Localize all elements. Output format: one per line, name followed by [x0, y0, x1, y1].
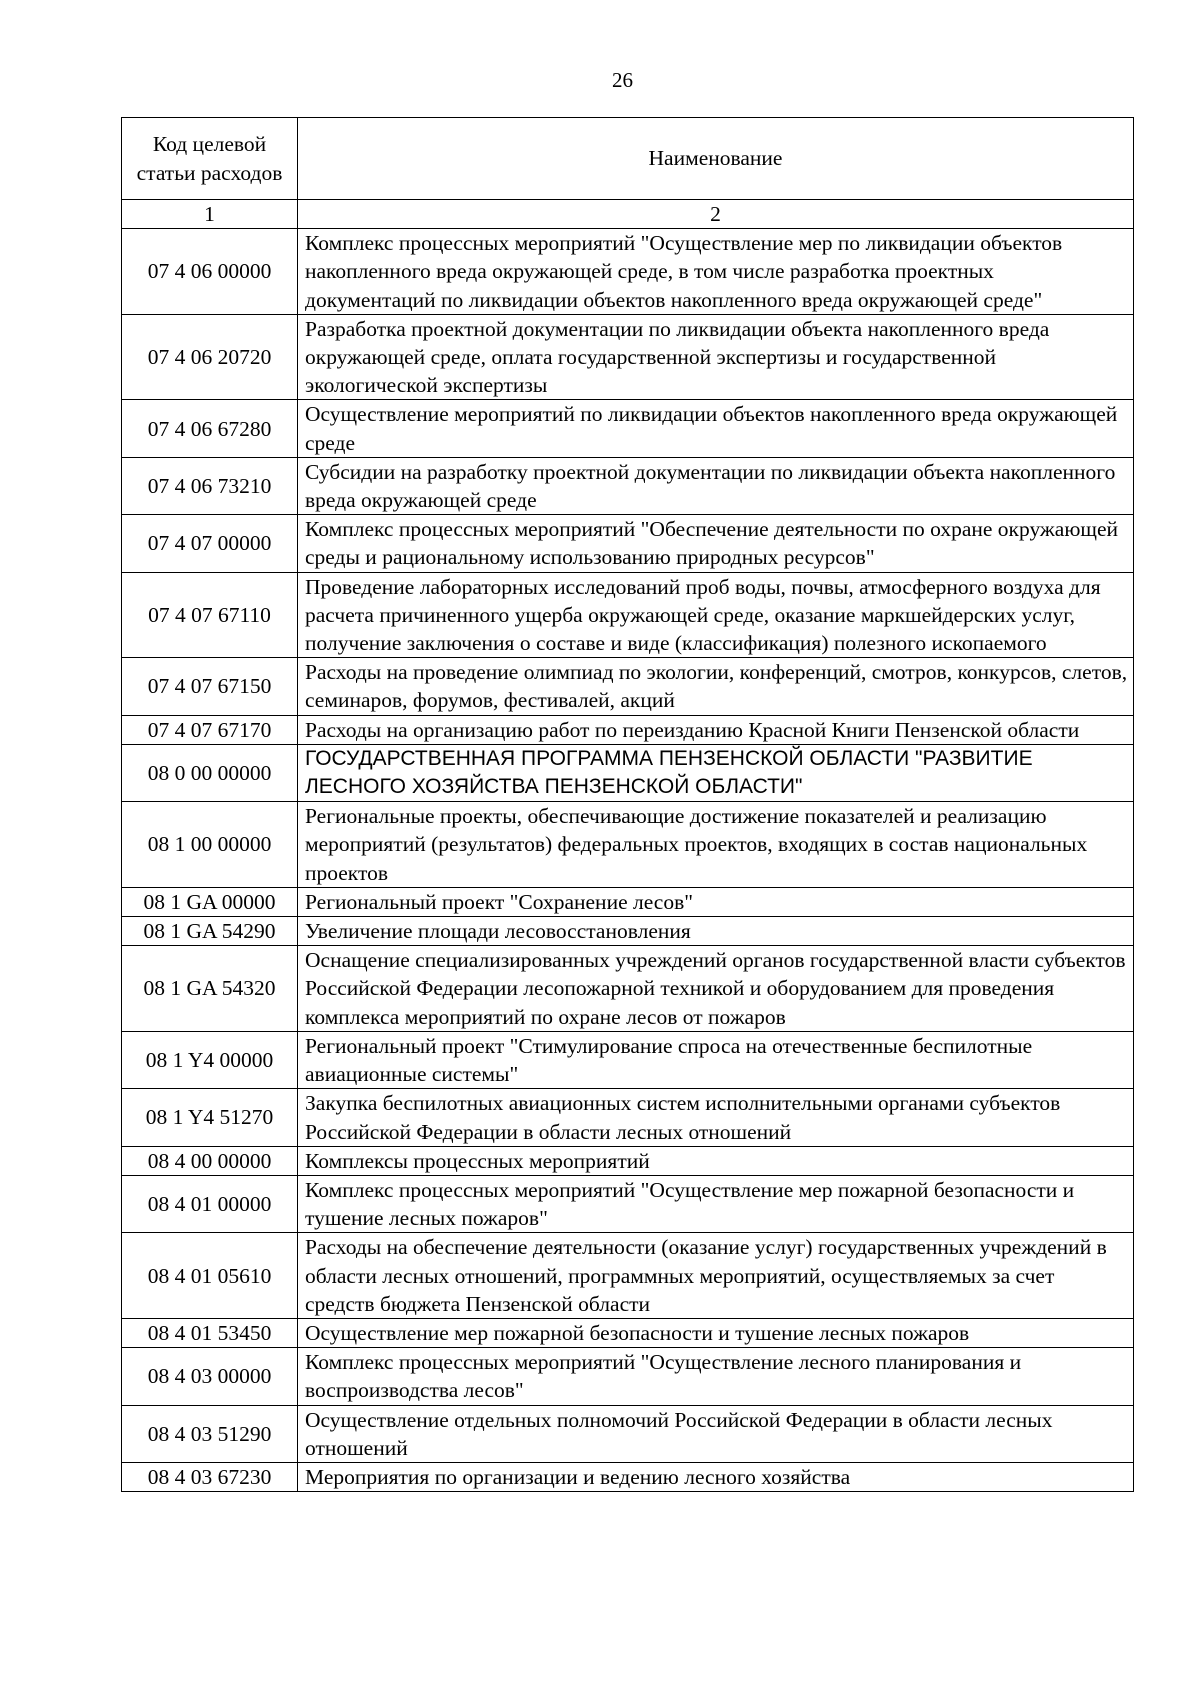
- row-code: 08 4 00 00000: [122, 1146, 298, 1175]
- row-code: 07 4 06 73210: [122, 457, 298, 514]
- table-row: [122, 946, 1134, 1032]
- row-name: Проведение лабораторных исследований проб воды, почвы, атмосферного воздуха для расчета причиненного ущерба окружающей среде, оказание маркшейдерских услуг, получение заключения о составе и виде (классификация) полезного ископаемого: [298, 572, 1134, 658]
- row-code: 07 4 06 00000: [122, 229, 298, 315]
- row-code: 07 4 07 00000: [122, 515, 298, 572]
- row-code: 08 1 Y4 51270: [122, 1089, 298, 1146]
- row-name: Региональный проект "Сохранение лесов": [298, 887, 1134, 916]
- row-name: Комплекс процессных мероприятий "Осуществление мер по ликвидации объектов накопленного вреда окружающей среде, в том числе разработка проектных документаций по ликвидации объектов накопленного вреда окружающей среде": [298, 229, 1134, 315]
- header-code: Код целевой статьи расходов: [122, 118, 298, 200]
- table-row: [122, 457, 1134, 514]
- row-code: 08 4 03 67230: [122, 1462, 298, 1491]
- table-row: [122, 572, 1134, 658]
- table-row: [122, 658, 1134, 715]
- row-code: 07 4 07 67170: [122, 715, 298, 744]
- table-row: [122, 1031, 1134, 1088]
- row-code: 08 4 03 00000: [122, 1348, 298, 1405]
- row-code: 08 1 GA 00000: [122, 887, 298, 916]
- page-number: 26: [612, 68, 633, 92]
- row-code: 07 4 07 67150: [122, 658, 298, 715]
- column-number-2: 2: [298, 200, 1134, 229]
- row-name: ГОСУДАРСТВЕННАЯ ПРОГРАММА ПЕНЗЕНСКОЙ ОБЛАСТИ "РАЗВИТИЕ ЛЕСНОГО ХОЗЯЙСТВА ПЕНЗЕНСКОЙ ОБЛАСТИ": [298, 744, 1134, 801]
- table-row: [122, 1175, 1134, 1232]
- row-code: 08 4 03 51290: [122, 1405, 298, 1462]
- row-name: Разработка проектной документации по ликвидации объекта накопленного вреда окружающей среде, оплата государственной экспертизы и государственной экологической экспертизы: [298, 314, 1134, 400]
- row-name: Расходы на проведение олимпиад по экологии, конференций, смотров, конкурсов, слетов, семинаров, форумов, фестивалей, акций: [298, 658, 1134, 715]
- table-row: [122, 744, 1134, 801]
- row-code: 07 4 06 67280: [122, 400, 298, 457]
- table-row: [122, 229, 1134, 315]
- row-name: Осуществление мероприятий по ликвидации объектов накопленного вреда окружающей среде: [298, 400, 1134, 457]
- header-name: Наименование: [298, 118, 1134, 200]
- row-name: Расходы на обеспечение деятельности (оказание услуг) государственных учреждений в области лесных отношений, программных мероприятий, осуществляемых за счет средств бюджета Пензенской области: [298, 1233, 1134, 1319]
- table-row: [122, 400, 1134, 457]
- row-name: Мероприятия по организации и ведению лесного хозяйства: [298, 1462, 1134, 1491]
- row-code: 07 4 07 67110: [122, 572, 298, 658]
- table-row: [122, 887, 1134, 916]
- table-row: [122, 1405, 1134, 1462]
- row-name: Осуществление мер пожарной безопасности и тушение лесных пожаров: [298, 1318, 1134, 1347]
- row-name: Комплекс процессных мероприятий "Осуществление мер пожарной безопасности и тушение лесных пожаров": [298, 1175, 1134, 1232]
- table-row: [122, 1462, 1134, 1491]
- table-row: [122, 802, 1134, 888]
- column-number-row: [122, 200, 1134, 229]
- row-name: Расходы на организацию работ по переизданию Красной Книги Пензенской области: [298, 715, 1134, 744]
- row-code: 08 0 00 00000: [122, 744, 298, 801]
- row-code: 08 4 01 00000: [122, 1175, 298, 1232]
- row-name: Осуществление отдельных полномочий Российской Федерации в области лесных отношений: [298, 1405, 1134, 1462]
- table-row: [122, 1233, 1134, 1319]
- table-row: [122, 917, 1134, 946]
- row-code: 08 4 01 53450: [122, 1318, 298, 1347]
- row-name: Субсидии на разработку проектной документации по ликвидации объекта накопленного вреда окружающей среде: [298, 457, 1134, 514]
- row-name: Закупка беспилотных авиационных систем исполнительными органами субъектов Российской Федерации в области лесных отношений: [298, 1089, 1134, 1146]
- table-row: [122, 1146, 1134, 1175]
- table-row: [122, 715, 1134, 744]
- row-code: 07 4 06 20720: [122, 314, 298, 400]
- row-name: Увеличение площади лесовосстановления: [298, 917, 1134, 946]
- row-name: Комплекс процессных мероприятий "Обеспечение деятельности по охране окружающей среды и рациональному использованию природных ресурсов": [298, 515, 1134, 572]
- row-name: Комплекс процессных мероприятий "Осуществление лесного планирования и воспроизводства лесов": [298, 1348, 1134, 1405]
- row-code: 08 1 GA 54320: [122, 946, 298, 1032]
- table-header-row: [122, 118, 1134, 200]
- row-code: 08 1 00 00000: [122, 802, 298, 888]
- table-row: [122, 1089, 1134, 1146]
- table-row: [122, 515, 1134, 572]
- row-name: Региональный проект "Стимулирование спроса на отечественные беспилотные авиационные системы": [298, 1031, 1134, 1088]
- row-code: 08 1 GA 54290: [122, 917, 298, 946]
- row-name: Оснащение специализированных учреждений органов государственной власти субъектов Российской Федерации лесопожарной техникой и оборудованием для проведения комплекса мероприятий по охране лесов от пожаров: [298, 946, 1134, 1032]
- table-row: [122, 314, 1134, 400]
- table-row: [122, 1348, 1134, 1405]
- row-name: Комплексы процессных мероприятий: [298, 1146, 1134, 1175]
- row-code: 08 1 Y4 00000: [122, 1031, 298, 1088]
- row-code: 08 4 01 05610: [122, 1233, 298, 1319]
- table-row: [122, 1318, 1134, 1347]
- expenditure-codes-table: [121, 117, 1134, 1492]
- column-number-1: 1: [122, 200, 298, 229]
- row-name: Региональные проекты, обеспечивающие достижение показателей и реализацию мероприятий (результатов) федеральных проектов, входящих в состав национальных проектов: [298, 802, 1134, 888]
